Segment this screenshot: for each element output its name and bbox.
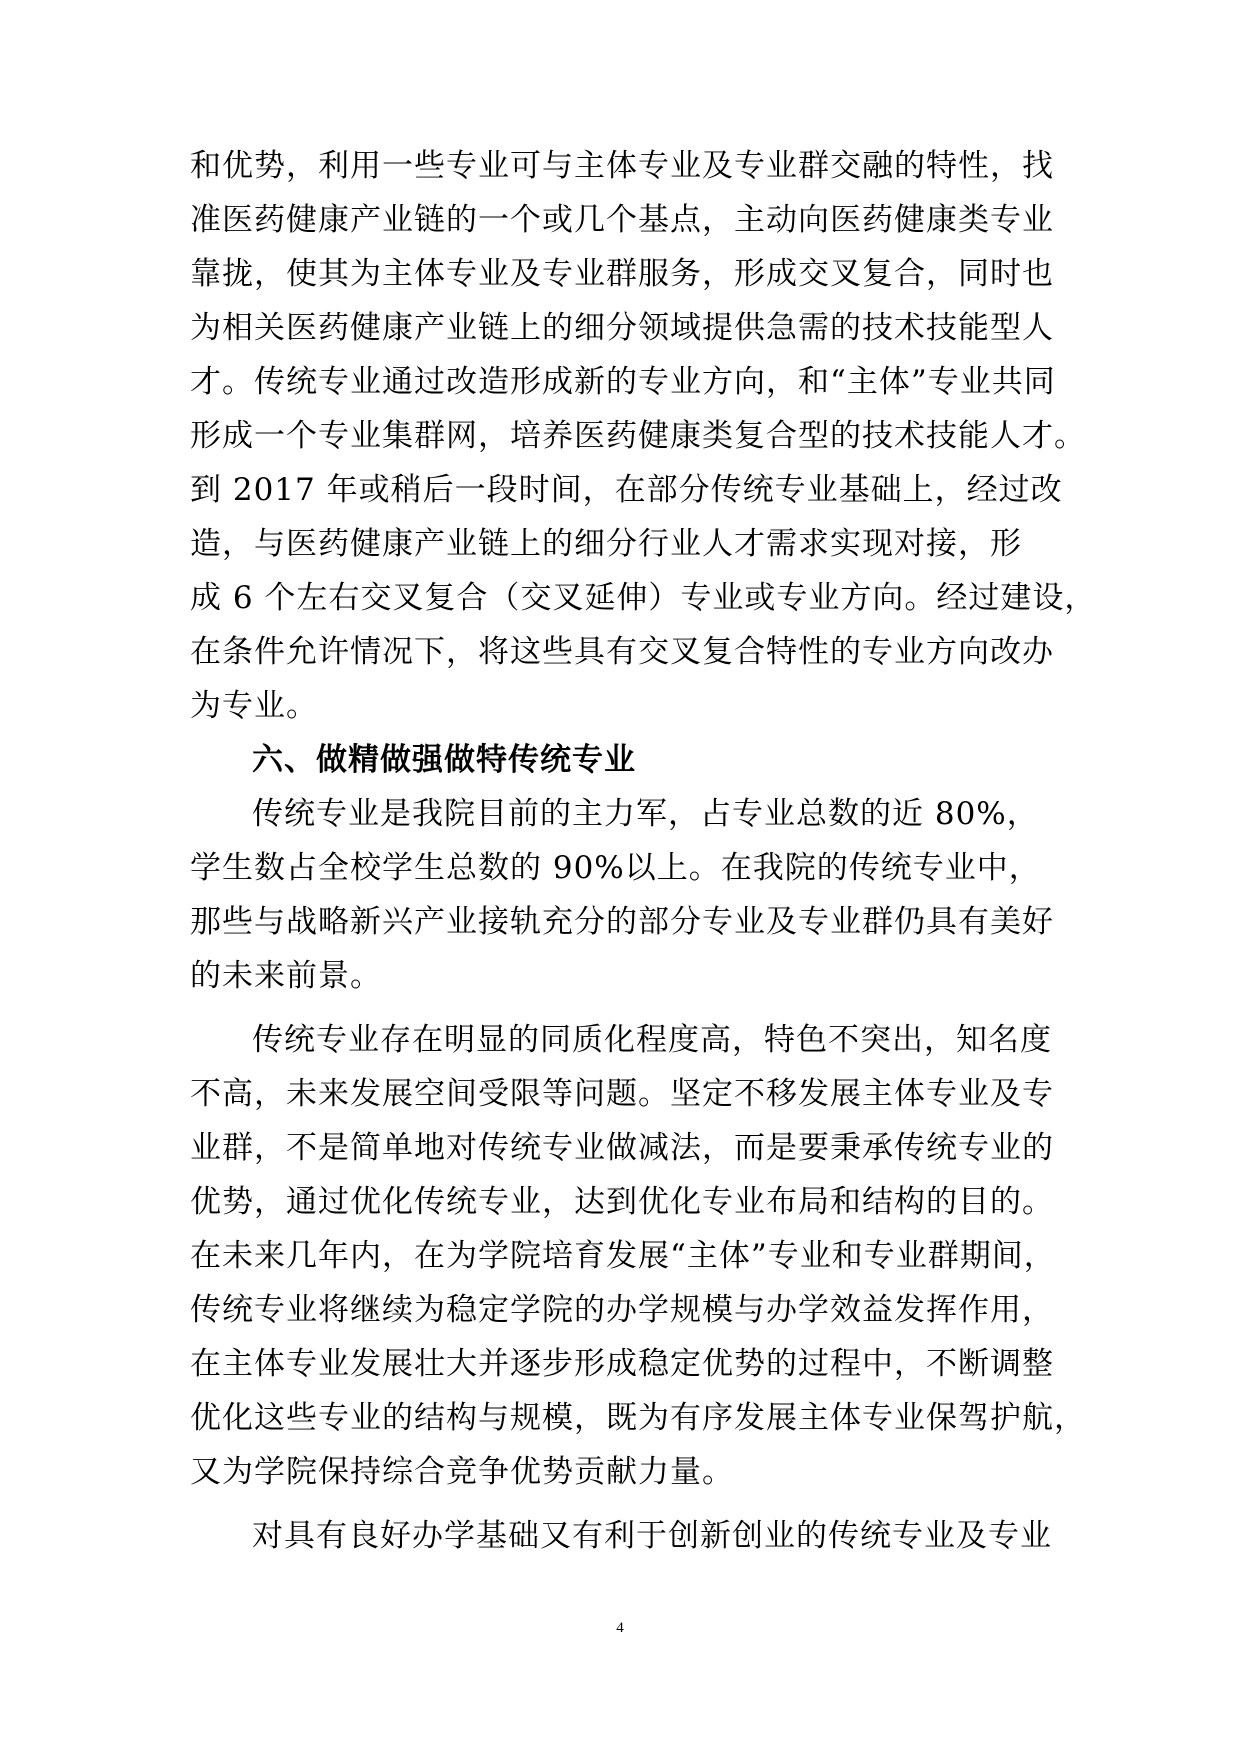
- text-line: 为专业。: [190, 688, 318, 724]
- text-line: 优化这些专业的结构与规模，既为有序发展主体专业保驾护航，: [190, 1400, 1086, 1436]
- text-line: 不高，未来发展空间受限等问题。坚定不移发展主体专业及专: [190, 1076, 1054, 1112]
- section-heading: 六、做精做强做特传统专业: [252, 742, 636, 778]
- text-line: 对具有良好办学基础又有利于创新创业的传统专业及专业: [252, 1518, 1052, 1554]
- text-line: 到 2017 年或稍后一段时间，在部分传统专业基础上，经过改: [190, 472, 1063, 508]
- text-line: 传统专业是我院目前的主力军，占专业总数的近 80%，: [252, 796, 1039, 832]
- text-line: 优势，通过优化传统专业，达到优化专业布局和结构的目的。: [190, 1184, 1054, 1220]
- text-line: 为相关医药健康产业链上的细分领域提供急需的技术技能型人: [190, 310, 1054, 346]
- text-line: 的未来前景。: [190, 958, 382, 994]
- text-line: 和优势，利用一些专业可与主体专业及专业群交融的特性，找: [190, 148, 1054, 184]
- text-line: 学生数占全校学生总数的 90%以上。在我院的传统专业中，: [190, 850, 1041, 886]
- text-line: 成 6 个左右交叉复合（交叉延伸）专业或专业方向。经过建设，: [190, 580, 1097, 616]
- text-line: 业群，不是简单地对传统专业做减法，而是要秉承传统专业的: [190, 1130, 1054, 1166]
- text-line: 在未来几年内，在为学院培育发展“主体”专业和专业群期间，: [190, 1238, 1056, 1274]
- text-line: 形成一个专业集群网，培养医药健康类复合型的技术技能人才。: [190, 418, 1086, 454]
- text-line: 传统专业存在明显的同质化程度高，特色不突出，知名度: [252, 1022, 1052, 1058]
- text-line: 在条件允许情况下，将这些具有交叉复合特性的专业方向改办: [190, 634, 1054, 670]
- text-line: 才。传统专业通过改造形成新的专业方向，和“主体”专业共同: [190, 364, 1056, 400]
- text-line: 在主体专业发展壮大并逐步形成稳定优势的过程中，不断调整: [190, 1346, 1054, 1382]
- text-line: 准医药健康产业链的一个或几个基点，主动向医药健康类专业: [190, 202, 1054, 238]
- page-number: 4: [616, 1620, 624, 1636]
- text-line: 靠拢，使其为主体专业及专业群服务，形成交叉复合，同时也: [190, 256, 1054, 292]
- text-line: 那些与战略新兴产业接轨充分的部分专业及专业群仍具有美好: [190, 904, 1054, 940]
- text-line: 造，与医药健康产业链上的细分行业人才需求实现对接，形: [190, 526, 1022, 562]
- text-line: 传统专业将继续为稳定学院的办学规模与办学效益发挥作用，: [190, 1292, 1054, 1328]
- text-line: 又为学院保持综合竞争优势贡献力量。: [190, 1454, 734, 1490]
